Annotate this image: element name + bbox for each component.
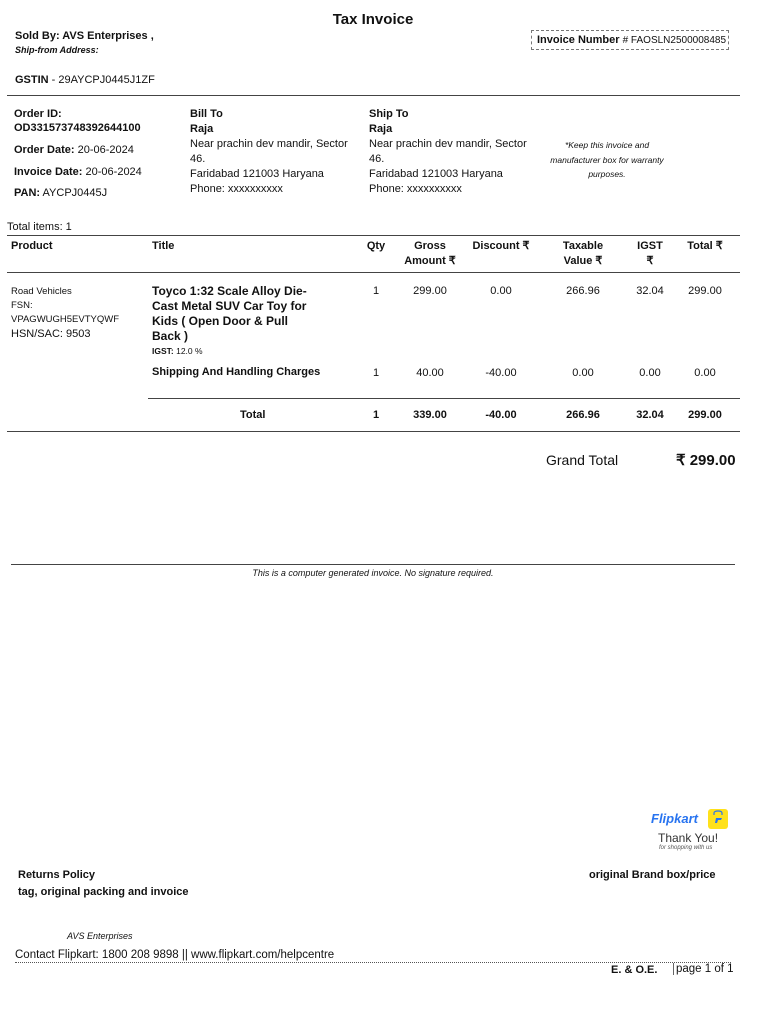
totals-gross: 339.00 (413, 409, 447, 421)
col-header-taxable (548, 239, 618, 269)
totals-taxable: 266.96 (566, 409, 600, 421)
divider (7, 95, 740, 96)
col-header-igst-line: ₹ (646, 255, 654, 267)
item-discount: 0.00 (490, 285, 512, 297)
invoice-number-box (531, 30, 729, 50)
ship-to-block (369, 107, 541, 197)
contact-line: Contact Flipkart: 1800 208 9898 || www.flipkart.com/helpcentre (15, 949, 731, 963)
igst-rate-value: 12.0 % (173, 346, 203, 356)
computer-generated-note: This is a computer generated invoice. No signature required. (252, 568, 494, 578)
col-header-igst-line: IGST (637, 240, 663, 252)
logo-brand: Flipkart (651, 811, 698, 826)
bill-to-address-line: Faridabad 121003 Haryana (190, 168, 324, 180)
shipping-qty: 1 (372, 367, 380, 379)
col-header-gross-line: Amount ₹ (404, 255, 456, 267)
order-id: OD331573748392644100 (14, 122, 141, 134)
invoice-date-label: Invoice Date: (14, 166, 83, 178)
col-header-discount: Discount ₹ (472, 240, 530, 252)
totals-divider (148, 398, 740, 399)
col-header-product: Product (11, 240, 53, 252)
page-title: Tax Invoice (332, 11, 414, 28)
col-header-total: Total ₹ (687, 240, 723, 252)
seller-name: Sold By: AVS Enterprises , (15, 30, 154, 42)
col-header-qty: Qty (366, 240, 386, 252)
gstin (15, 74, 155, 86)
shipping-igst: 0.00 (639, 367, 661, 379)
bill-to-block (190, 107, 362, 197)
item-igst: 32.04 (636, 285, 664, 297)
table-top-border (7, 235, 740, 236)
invoice-date (14, 165, 142, 180)
item-total: 299.00 (688, 285, 722, 297)
col-header-title: Title (152, 240, 175, 252)
invoice-number-label: Invoice Number (537, 34, 620, 46)
fsn-value: VPAGWUGH5EVTYQWF (11, 314, 120, 325)
bill-to-heading: Bill To (190, 108, 223, 120)
product-category: Road Vehicles (11, 286, 72, 297)
order-date (14, 143, 134, 158)
bill-to-address-line: Near prachin dev mandir, Sector 46. (190, 138, 348, 165)
table-bottom-border (7, 431, 740, 432)
shopping-bag-icon (708, 809, 728, 829)
total-items: Total items: 1 (7, 221, 72, 233)
shipping-taxable: 0.00 (572, 367, 594, 379)
hsn-code: HSN/SAC: 9503 (11, 328, 91, 340)
shipping-total: 0.00 (694, 367, 716, 379)
totals-igst: 32.04 (636, 409, 664, 421)
igst-rate-label: IGST: (152, 346, 174, 356)
totals-discount: -40.00 (485, 409, 517, 421)
shipping-discount: -40.00 (485, 367, 517, 379)
fsn-label: FSN: (11, 300, 33, 311)
ship-from-label: Ship-from Address: (15, 45, 99, 55)
col-header-taxable-line: Value ₹ (563, 255, 603, 267)
ship-to-heading: Ship To (369, 108, 409, 120)
totals-total: 299.00 (688, 409, 722, 421)
logo-tagline: for shopping with us (659, 845, 713, 851)
bill-to-name: Raja (190, 123, 214, 135)
ship-to-phone: Phone: xxxxxxxxxx (369, 183, 462, 195)
shipping-title: Shipping And Handling Charges (152, 366, 321, 378)
gstin-value: - 29AYCPJ0445J1ZF (48, 74, 155, 86)
order-id-label: Order ID: (14, 108, 62, 120)
ship-to-address-line: Near prachin dev mandir, Sector 46. (369, 138, 527, 165)
returns-policy-title: Returns Policy (18, 869, 96, 881)
item-qty: 1 (372, 285, 380, 297)
item-title: Toyco 1:32 Scale Alloy Die-Cast Metal SUV Car Toy for Kids ( Open Door & Pull Back ) (152, 284, 307, 343)
pan (14, 186, 107, 201)
page-number: page 1 of 1 (673, 963, 734, 975)
invoice-number-value: # FAOSLN2500008485 (622, 35, 727, 46)
logo-thanks: Thank You! (658, 831, 719, 845)
item-gross: 299.00 (413, 285, 447, 297)
returns-policy-right-text: original Brand box/price (589, 869, 716, 881)
grand-total-label: Grand Total (546, 452, 619, 468)
header-divider (7, 272, 740, 273)
ship-to-name: Raja (369, 123, 393, 135)
returns-policy-text: tag, original packing and invoice (18, 886, 189, 898)
ship-to-address-line: Faridabad 121003 Haryana (369, 168, 503, 180)
divider (11, 564, 735, 565)
totals-qty: 1 (372, 409, 380, 421)
order-date-value: 20-06-2024 (74, 144, 134, 156)
pan-label: PAN: (14, 187, 41, 199)
product-info (11, 285, 141, 341)
seller-signature: AVS Enterprises (67, 931, 133, 941)
col-header-gross-line: Gross (414, 240, 446, 252)
flipkart-logo (650, 808, 730, 852)
col-header-igst (625, 239, 675, 269)
pan-value: AYCPJ0445J (40, 187, 108, 199)
col-header-taxable-line: Taxable (562, 240, 604, 252)
shipping-gross: 40.00 (416, 367, 444, 379)
invoice-date-value: 20-06-2024 (82, 166, 142, 178)
gstin-label: GSTIN (15, 74, 49, 86)
bill-to-phone: Phone: xxxxxxxxxx (190, 183, 283, 195)
igst-rate (152, 346, 203, 356)
order-date-label: Order Date: (14, 144, 75, 156)
eoe-note: E. & O.E. (611, 964, 658, 976)
grand-total-value: ₹ 299.00 (676, 452, 736, 469)
warranty-note: *Keep this invoice and manufacturer box for warranty purposes. (550, 140, 664, 179)
item-taxable: 266.96 (566, 285, 600, 297)
col-header-gross (396, 239, 464, 269)
totals-label: Total (240, 409, 266, 421)
